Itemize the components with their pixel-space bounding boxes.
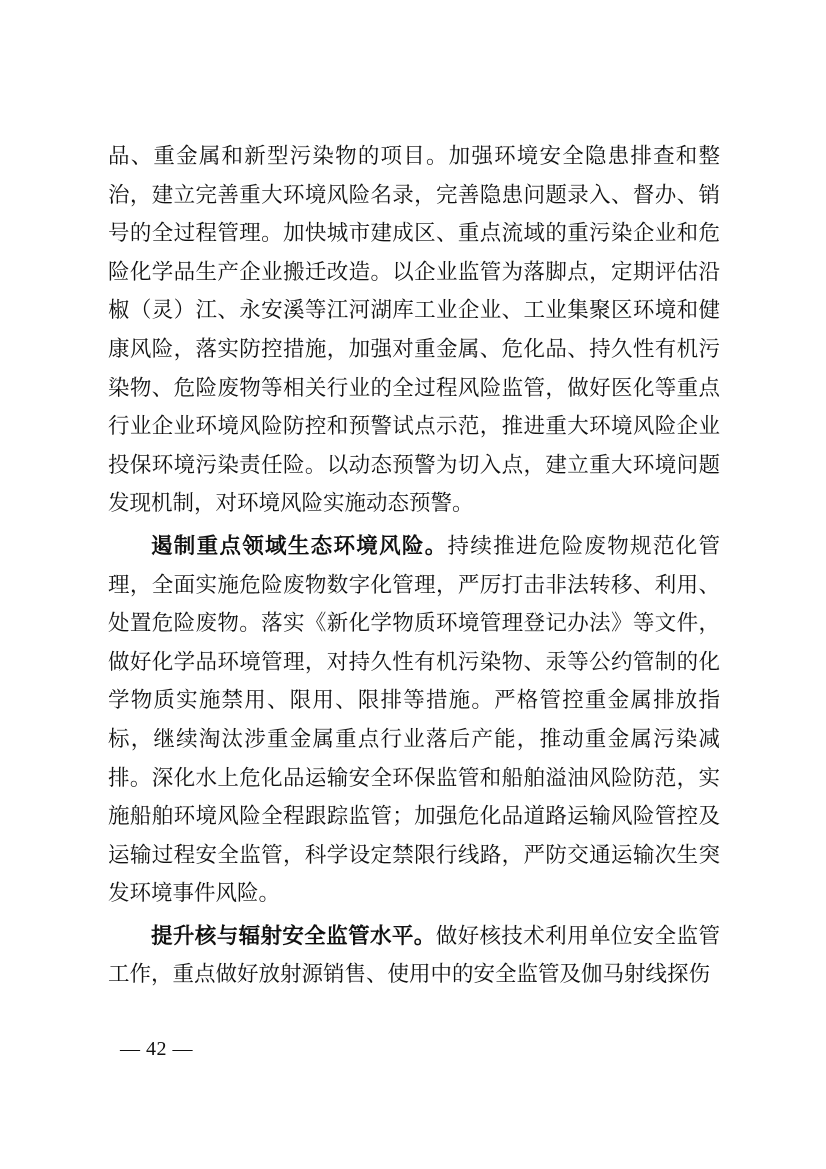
paragraph-3-lead: 提升核与辐射安全监管水平。 [151,923,436,949]
paragraph-2-lead: 遏制重点领域生态环境风险。 [151,533,448,559]
paragraph-3-text: 做好核技术利用单位安全监管工作，重点做好放射源销售、使用中的安全监管及伽马射线探伤 [108,923,720,988]
paragraph-2 [108,528,720,914]
paragraph-1 [108,138,720,524]
paragraph-3 [108,918,720,995]
page-number: — 42 — [120,1038,193,1060]
body-text [108,138,720,999]
paragraph-1-text: 品、重金属和新型污染物的项目。加强环境安全隐患排查和整治，建立完善重大环境风险名录，完善隐患问题录入、督办、销号的全过程管理。加快城市建成区、重点流域的重污染企业和危险化学品生产企业搬迁改造。以企业监管为落脚点，定期评估沿椒（灵）江、永安溪等江河湖库工业企业、工业集聚区环境和健康风险，落实防控措施，加强对重金属、危化品、持久性有机污染物、危险废物等相关行业的全过程风险监管，做好医化等重点行业企业环境风险防控和预警试点示范，推进重大环境风险企业投保环境污染责任险。以动态预警为切入点，建立重大环境问题发现机制，对环境风险实施动态预警。 [108,144,720,517]
paragraph-2-text: 持续推进危险废物规范化管理，全面实施危险废物数字化管理，严厉打击非法转移、利用、处置危险废物。落实《新化学物质环境管理登记办法》等文件，做好化学品环境管理，对持久性有机污染物、汞等公约管制的化学物质实施禁用、限用、限排等措施。严格管控重金属排放指标，继续淘汰涉重金属重点行业落后产能，推动重金属污染减排。深化水上危化品运输安全环保监管和船舶溢油风险防范，实施船舶环境风险全程跟踪监管；加强危化品道路运输风险管控及运输过程安全监管，科学设定禁限行线路，严防交通运输次生突发环境事件风险。 [108,533,720,907]
